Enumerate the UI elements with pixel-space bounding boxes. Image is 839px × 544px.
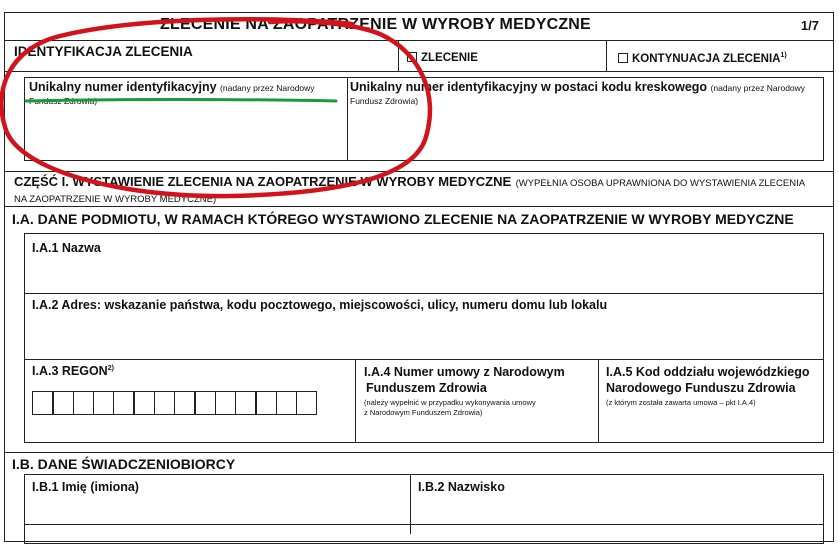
divider: [24, 359, 824, 360]
zlecenie-checkbox[interactable]: [407, 52, 417, 62]
kontynuacja-label: KONTYNUACJA ZLECENIA: [632, 52, 781, 65]
regon-cell[interactable]: [32, 391, 54, 415]
umowa-label: [364, 364, 565, 396]
czesc1-heading: CZĘŚĆ I. WYSTAWIENIE ZLECENIA NA ZAOPATRZENIE W WYROBY MEDYCZNE: [14, 174, 512, 189]
kod-kreskowy-label: [350, 81, 820, 107]
unikalny-numer-title: Unikalny numer identyfikacyjny: [29, 80, 217, 94]
regon-footnote: 2): [107, 364, 114, 372]
unikalny-numer-note: (nadany przez Narodowy Fundusz Zdrowia): [29, 83, 315, 106]
regon-cell[interactable]: [255, 391, 277, 415]
imie-label: I.B.1 Imię (imiona): [32, 480, 139, 494]
regon-cell[interactable]: [276, 391, 298, 415]
sekcja-ia-heading: I.A. DANE PODMIOTU, W RAMACH KTÓREGO WYSTAWIONO ZLECENIE NA ZAOPATRZENIE W WYROBY MEDYCZNE: [12, 211, 794, 227]
zlecenie-label: ZLECENIE: [421, 52, 478, 64]
divider: [4, 71, 834, 72]
divider: [355, 359, 356, 443]
umowa-label-line2: Funduszem Zdrowia: [366, 381, 487, 395]
identyfikacja-heading: IDENTYFIKACJA ZLECENIA: [14, 44, 193, 59]
kod-kreskowy-note: (nadany przez Narodowy Fundusz Zdrowia): [350, 83, 806, 106]
kontynuacja-option[interactable]: [618, 52, 787, 65]
regon-cell[interactable]: [235, 391, 257, 415]
sekcja-ib-heading: I.B. DANE ŚWIADCZENIOBIORCY: [12, 456, 236, 472]
divider: [24, 293, 824, 294]
regon-label: [32, 364, 114, 378]
divider: [398, 40, 399, 71]
divider: [4, 171, 834, 172]
divider: [606, 40, 607, 71]
regon-cell[interactable]: [296, 391, 318, 415]
regon-cell[interactable]: [93, 391, 115, 415]
regon-label-text: I.A.3 REGON: [32, 364, 108, 378]
czesc1-header: [14, 175, 814, 207]
kontynuacja-checkbox[interactable]: [618, 53, 628, 63]
nazwisko-field[interactable]: [411, 495, 823, 523]
regon-cell[interactable]: [215, 391, 237, 415]
kod-kreskowy-title: Unikalny numer identyfikacyjny w postaci kodu kreskowego: [350, 80, 708, 94]
regon-cell[interactable]: [73, 391, 95, 415]
oddzial-label-line2: Narodowego Funduszu Zdrowia: [606, 381, 796, 395]
divider: [4, 452, 834, 453]
regon-input-cells[interactable]: [32, 391, 316, 415]
regon-cell[interactable]: [113, 391, 135, 415]
oddzial-label-line1: I.A.5 Kod oddziału wojewódzkiego: [606, 365, 810, 379]
divider: [4, 206, 834, 207]
regon-cell[interactable]: [194, 391, 216, 415]
unikalny-numer-label: [29, 81, 344, 107]
nazwa-field[interactable]: [25, 256, 823, 292]
oddzial-label: [606, 364, 809, 396]
czesc1-note: (WYPEŁNIA OSOBA UPRAWNIONA DO WYSTAWIENIA ZLECENIA NA ZAOPATRZENIE W WYROBY MEDYCZNE): [14, 178, 805, 205]
divider: [598, 359, 599, 443]
adres-label: I.A.2 Adres: wskazanie państwa, kodu pocztowego, miejscowości, ulicy, numeru domu lub lokalu: [32, 298, 608, 312]
oddzial-hint: (z którym została zawarta umowa – pkt I.A.4): [606, 398, 756, 407]
nazwa-label: I.A.1 Nazwa: [32, 241, 101, 255]
umowa-label-line1: I.A.4 Numer umowy z Narodowym: [364, 365, 565, 379]
header-divider: [4, 40, 834, 41]
regon-cell[interactable]: [52, 391, 74, 415]
adres-field[interactable]: [25, 314, 823, 358]
nazwisko-label: I.B.2 Nazwisko: [418, 480, 505, 494]
kontynuacja-footnote: 1): [780, 52, 787, 59]
regon-cell[interactable]: [174, 391, 196, 415]
divider: [347, 77, 348, 161]
umowa-hint: (należy wypełnić w przypadku wykonywania umowy z Narodowym Funduszem Zdrowia): [364, 398, 536, 417]
zlecenie-option[interactable]: [407, 52, 478, 64]
page-number: 1/7: [800, 18, 819, 33]
form-title: ZLECENIE NA ZAOPATRZENIE W WYROBY MEDYCZNE: [160, 16, 591, 33]
regon-cell[interactable]: [133, 391, 155, 415]
regon-cell[interactable]: [154, 391, 176, 415]
divider: [24, 524, 824, 525]
imie-field[interactable]: [25, 495, 409, 523]
